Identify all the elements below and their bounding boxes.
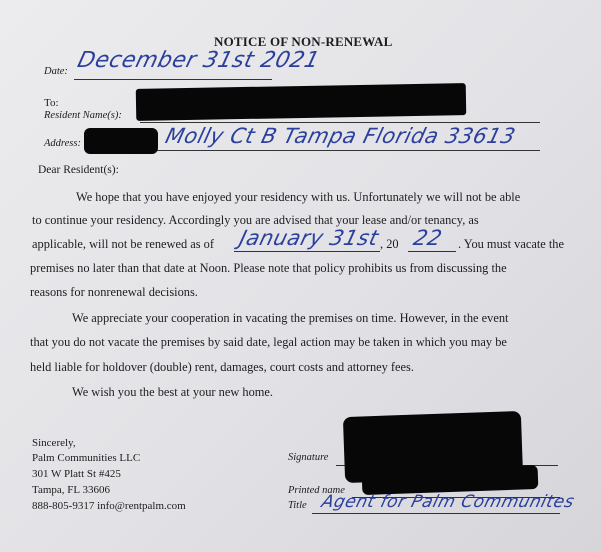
redaction-resident-name <box>136 83 467 121</box>
address-label: Address: <box>44 138 81 149</box>
printed-name-label: Printed name <box>288 485 345 496</box>
title-label: Title <box>288 500 307 511</box>
signoff-sincerely: Sincerely, <box>32 437 76 449</box>
paragraph1-line5: reasons for nonrenewal decisions. <box>30 285 198 299</box>
closing-wish: We wish you the best at your new home. <box>72 385 273 399</box>
resident-name-underline <box>140 122 540 123</box>
title-underline <box>312 513 560 514</box>
paragraph2-line2: that you do not vacate the premises by said date, legal action may be taken in which you may be <box>30 335 507 349</box>
to-label: To: <box>44 97 59 109</box>
paragraph1-line4: premises no later than that date at Noon. Please note that policy prohibits us from discussing the <box>30 261 507 275</box>
date-underline <box>74 79 272 80</box>
salutation: Dear Resident(s): <box>38 164 119 176</box>
paragraph1-year-prefix: , 20 <box>380 237 399 251</box>
paragraph2-line3: held liable for holdover (double) rent, damages, court costs and attorney fees. <box>30 360 414 374</box>
paragraph1-line3-end: . You must vacate the <box>458 237 564 251</box>
nonrenewal-year-underline <box>408 251 456 252</box>
date-value: December 31st 2021 <box>74 48 323 73</box>
company-city: Tampa, FL 33606 <box>32 484 110 496</box>
paragraph1-line2: to continue your residency. Accordingly you are advised that your lease and/or tenancy, as <box>32 213 479 227</box>
redaction-address-number <box>84 128 158 154</box>
signature-label: Signature <box>288 452 329 463</box>
title-value: Agent for Palm Communites <box>319 492 577 512</box>
redaction-printed-name <box>362 465 539 495</box>
address-value: Molly Ct B Tampa Florida 33613 <box>163 124 519 148</box>
nonrenewal-year-value: 22 <box>411 226 445 250</box>
company-street: 301 W Platt St #425 <box>32 468 121 480</box>
nonrenewal-date-underline <box>234 251 380 252</box>
company-contact: 888-805-9317 info@rentpalm.com <box>32 500 186 512</box>
notice-title: NOTICE OF NON-RENEWAL <box>214 34 393 49</box>
date-label: Date: <box>44 66 68 77</box>
paragraph1-line1: We hope that you have enjoyed your residency with us. Unfortunately we will not be able <box>76 190 521 204</box>
paragraph2-line1: We appreciate your cooperation in vacating the premises on time. However, in the event <box>72 311 509 325</box>
company-name: Palm Communities LLC <box>32 452 141 464</box>
resident-name-label: Resident Name(s): <box>44 110 122 121</box>
nonrenewal-date-value: January 31st <box>237 226 382 250</box>
paragraph1-line3-start: applicable, will not be renewed as of <box>32 237 215 251</box>
